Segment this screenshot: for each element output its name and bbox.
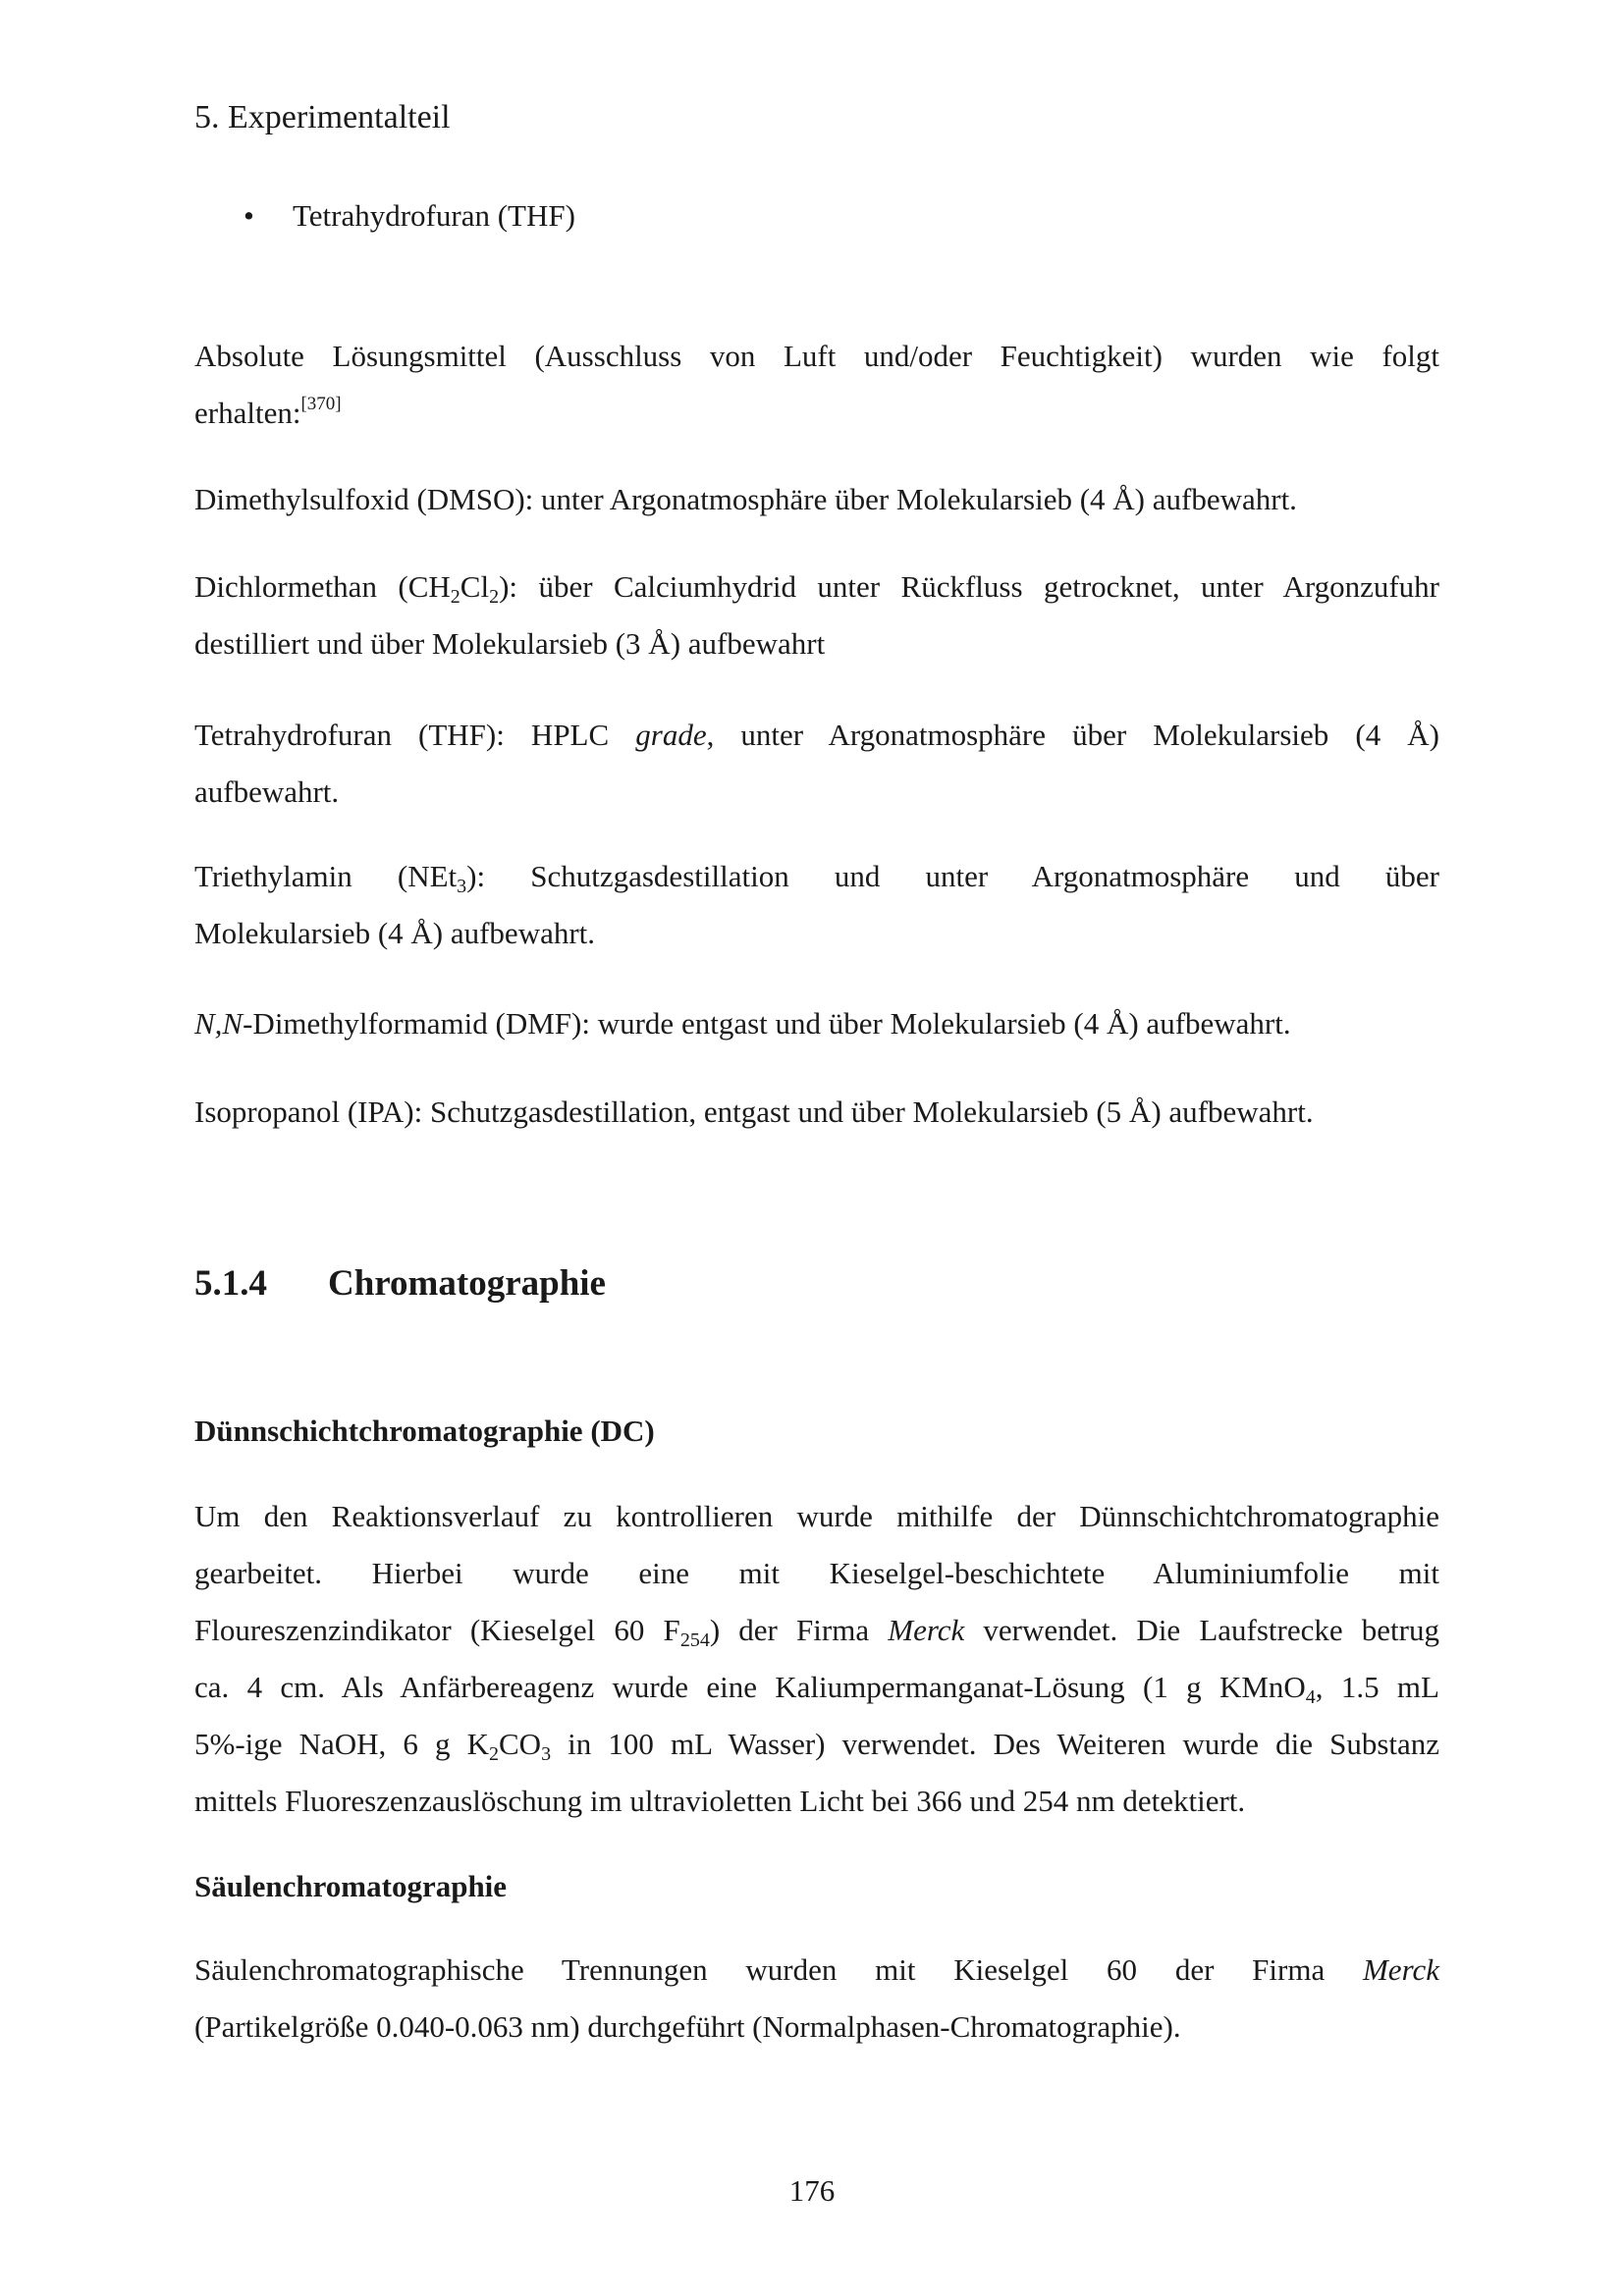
bullet-text: Tetrahydrofuran (THF) <box>293 198 575 233</box>
section-title: Chromatographie <box>328 1263 606 1304</box>
sc-heading: Säulenchromatographie <box>194 1869 508 1903</box>
thf-line-1: Tetrahydrofuran (THF): HPLC grade, unter Argonatmosphäre über Molekularsieb (4 Å) <box>194 718 1439 752</box>
sc-paragraph <box>194 1942 1439 2056</box>
net3-paragraph <box>194 848 1439 962</box>
bullet-icon: • <box>244 198 254 233</box>
sc-line-1: Säulenchromatographische Trennungen wurden mit Kieselgel 60 der Firma Merck <box>194 1952 1439 1987</box>
dc-line-4: ca. 4 cm. Als Anfärbereagenz wurde eine Kaliumpermanganat-Lösung (1 g KMnO$_4$, 1.5 mL <box>194 1670 1439 1708</box>
intro-paragraph <box>194 328 1439 442</box>
dc-line-2: gearbeitet. Hierbei wurde eine mit Kieselgel-beschichtete Aluminiumfolie mit <box>194 1556 1439 1590</box>
ipa-paragraph <box>194 1084 1439 1141</box>
dcm-line-2: destilliert und über Molekularsieb (3 Å) aufbewahrt <box>194 626 826 661</box>
dc-line-5: 5%-ige NaOH, 6 g $K_2CO_3$ in 100 mL Wasser) verwendet. Des Weiteren wurde die Substanz <box>194 1727 1440 1765</box>
dmso-paragraph <box>194 471 1439 528</box>
dmf-paragraph <box>194 995 1439 1052</box>
thf-line-2: aufbewahrt. <box>194 774 340 809</box>
sc-line-2: (Partikelgröße 0.040-0.063 nm) durchgeführt (Normalphasen-Chromatographie). <box>194 2009 1181 2044</box>
dcm-line-1: Dichlormethan $(CH_2Cl_2)$: über Calciumhydrid unter Rückfluss getrocknet, unter Argonzufuhr <box>194 569 1439 608</box>
dmf-italic: N,N <box>194 1006 244 1041</box>
dc-paragraph <box>194 1488 1439 1830</box>
net3-line-1: Triethylamin (NEt$_3$): Schutzgasdestillation und unter Argonatmosphäre und über <box>194 859 1439 897</box>
thf-paragraph <box>194 707 1439 821</box>
section-heading <box>194 1258 606 1309</box>
running-head: 5. Experimentalteil <box>194 99 451 135</box>
intro-line-2: erhalten: <box>194 396 301 430</box>
dc-line-3: Floureszenzindikator (Kieselgel 60 $F_{254}$) der Firma Merck verwendet. Die Laufstrecke betrug <box>194 1613 1439 1651</box>
dc-line-6: mittels Fluoreszenzauslöschung im ultravioletten Licht bei 366 und 254 nm detektiert. <box>194 1784 1246 1818</box>
intro-line-1: Absolute Lösungsmittel (Ausschluss von Luft und/oder Feuchtigkeit) wurden wie folgt <box>194 339 1439 373</box>
net3-line-2: Molekularsieb (4 Å) aufbewahrt. <box>194 916 596 950</box>
dc-heading: Dünnschichtchromatographie (DC) <box>194 1414 655 1448</box>
dc-line-1: Um den Reaktionsverlauf zu kontrollieren wurde mithilfe der Dünnschichtchromatographie <box>194 1499 1439 1533</box>
ipa-text: Isopropanol (IPA): Schutzgasdestillation, entgast und über Molekularsieb (5 Å) aufbewahrt. <box>194 1095 1314 1129</box>
dmso-text: Dimethylsulfoxid (DMSO): unter Argonatmosphäre über Molekularsieb (4 Å) aufbewahrt. <box>194 482 1297 516</box>
reference-370: [370] <box>300 394 342 414</box>
dcm-paragraph <box>194 559 1439 672</box>
dmf-text: -Dimethylformamid (DMF): wurde entgast und über Molekularsieb (4 Å) aufbewahrt. <box>243 1006 1291 1041</box>
page-number: 176 <box>788 2173 836 2208</box>
section-number: 5.1.4 <box>194 1263 267 1304</box>
